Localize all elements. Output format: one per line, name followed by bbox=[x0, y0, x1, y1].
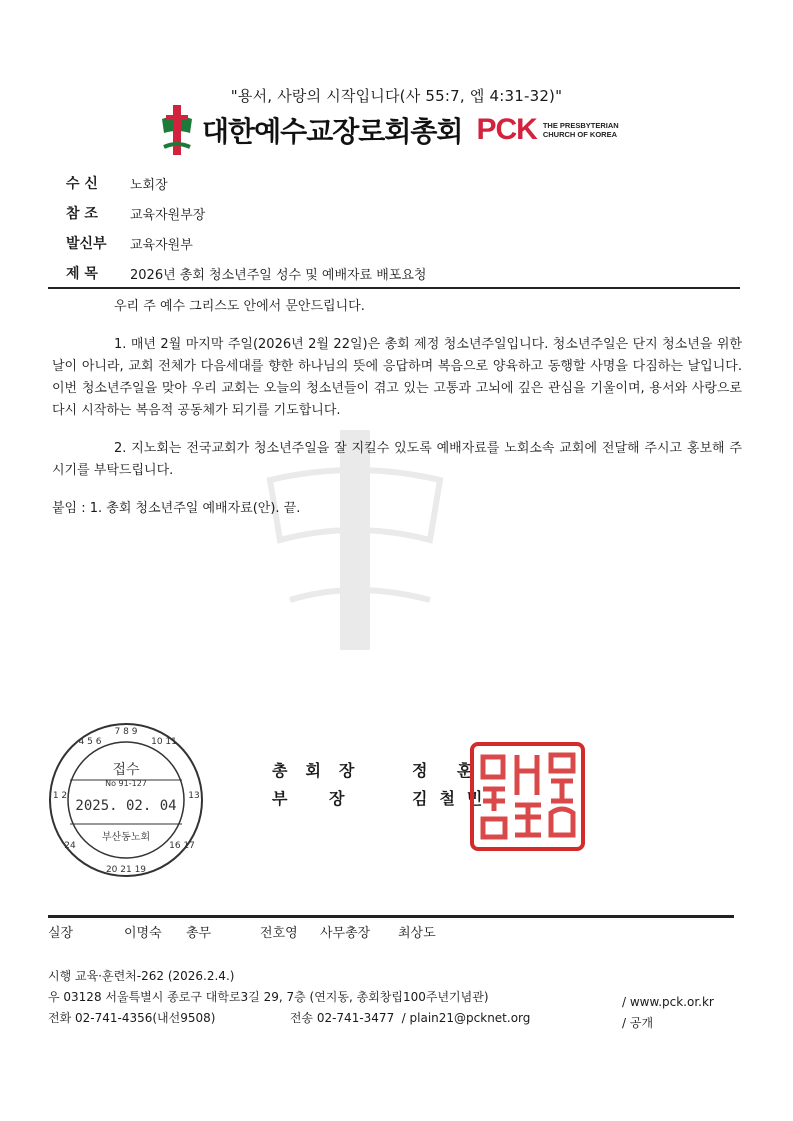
svg-text:1 2: 1 2 bbox=[52, 791, 68, 801]
letterhead bbox=[160, 100, 619, 160]
pck-subtitle-line2: CHURCH OF KOREA bbox=[542, 130, 617, 139]
field-subject bbox=[66, 258, 746, 288]
greeting: 우리 주 예수 그리스도 안에서 문안드립니다. bbox=[114, 299, 365, 314]
pck-subtitle bbox=[543, 121, 619, 139]
signer-row bbox=[272, 785, 494, 813]
approver-name: 이명숙 bbox=[124, 926, 162, 941]
svg-text:20 21 19: 20 21 19 bbox=[105, 865, 147, 875]
signer-name: 정 훈 bbox=[412, 761, 485, 780]
motto: "용서, 사랑의 시작입니다(사 55:7, 엡 4:31-32)" bbox=[230, 87, 563, 105]
field-value: 노회장 bbox=[130, 177, 168, 193]
signer-title: 부 장 bbox=[272, 789, 363, 808]
field-label: 수 신 bbox=[66, 176, 98, 192]
stamp-number: No 91-127 bbox=[105, 779, 147, 788]
reception-stamp bbox=[46, 720, 206, 880]
footer-right bbox=[622, 992, 714, 1034]
field-label: 발신부 bbox=[66, 236, 107, 252]
disclosure: / 공개 bbox=[622, 1016, 654, 1030]
footer-divider bbox=[48, 915, 734, 918]
official-seal-icon bbox=[469, 741, 586, 852]
approver-role: 총무 bbox=[186, 926, 212, 941]
svg-text:10 11: 10 11 bbox=[151, 737, 177, 747]
paragraph-1: 1. 매년 2월 마지막 주일(2026년 2월 22일)은 총회 제정 청소년주일입니다. 청소년주일은 단지 청소년을 위한 날이 아니라, 교회 전체가 다음세대를 향한 하나님의 뜻에 응답하며 복음으로 양육하고 동행할 사명을 다짐하는 날입니다. 이번 청소년주일을 맞아 우리 교회는 오늘의 청소년들이 겪고 있는 고통과 고뇌에 깊은 관심을 기울이며, 용서와 사랑으로 다시 시작하는 복음적 공동체가 되기를 기도합니다. bbox=[52, 337, 742, 418]
svg-text:13: 13 bbox=[188, 791, 200, 801]
fax: 전송 02-741-3477 bbox=[289, 1011, 395, 1025]
header-divider bbox=[48, 287, 740, 289]
signer-row bbox=[272, 757, 494, 785]
letter-body bbox=[52, 296, 742, 520]
field-sender bbox=[66, 228, 746, 258]
signer-name: 김철민 bbox=[412, 789, 495, 808]
approval-line bbox=[48, 922, 458, 941]
stamp-date: 2025. 02. 04 bbox=[75, 798, 177, 814]
header-fields bbox=[66, 168, 746, 288]
field-recipient bbox=[66, 168, 746, 198]
pck-subtitle-line1: THE PRESBYTERIAN bbox=[542, 121, 619, 130]
website: / www.pck.or.kr bbox=[622, 995, 714, 1009]
field-label: 참 조 bbox=[66, 206, 98, 222]
svg-text:7 8 9: 7 8 9 bbox=[114, 727, 138, 737]
attachment-line: 붙임 : 1. 총회 청소년주일 예배자료(안). 끝. bbox=[52, 501, 301, 516]
field-reference bbox=[66, 198, 746, 228]
svg-text:4 5 6: 4 5 6 bbox=[78, 737, 102, 747]
field-value: 2026년 총회 청소년주일 성수 및 예배자료 배포요청 bbox=[130, 267, 427, 283]
pck-logo-text: PCK bbox=[476, 113, 537, 146]
signers bbox=[272, 757, 494, 813]
stamp-label: 접수 bbox=[112, 762, 140, 778]
org-name: 대한예수교장로회총회 bbox=[202, 115, 463, 148]
svg-text:16 17: 16 17 bbox=[169, 841, 195, 851]
doc-number: 시행 교육·훈련처-262 (2026.2.4.) bbox=[48, 969, 235, 983]
church-cross-logo-icon bbox=[160, 103, 194, 157]
field-label: 제 목 bbox=[66, 266, 98, 282]
signer-title: 총회장 bbox=[272, 761, 373, 780]
stamp-office: 부산동노회 bbox=[101, 832, 151, 843]
field-value: 교육자원부장 bbox=[130, 207, 206, 223]
paragraph-2: 2. 지노회는 전국교회가 청소년주일을 잘 지킬수 있도록 예배자료를 노회소속 교회에 전달해 주시고 홍보해 주시기를 부탁드립니다. bbox=[52, 441, 742, 478]
phone: 전화 02-741-4356(내선9508) bbox=[48, 1011, 216, 1025]
approver-name: 최상도 bbox=[398, 926, 436, 941]
address: 우 03128 서울특별시 종로구 대학로3길 29, 7층 (연지동, 총회창립100주년기념관) bbox=[48, 990, 489, 1004]
approver-role: 실장 bbox=[48, 926, 74, 941]
svg-text:24: 24 bbox=[64, 841, 76, 851]
field-value: 교육자원부 bbox=[130, 237, 193, 253]
approver-role: 사무총장 bbox=[320, 926, 371, 941]
email: / plain21@pcknet.org bbox=[401, 1011, 531, 1025]
approver-name: 전호영 bbox=[260, 926, 298, 941]
